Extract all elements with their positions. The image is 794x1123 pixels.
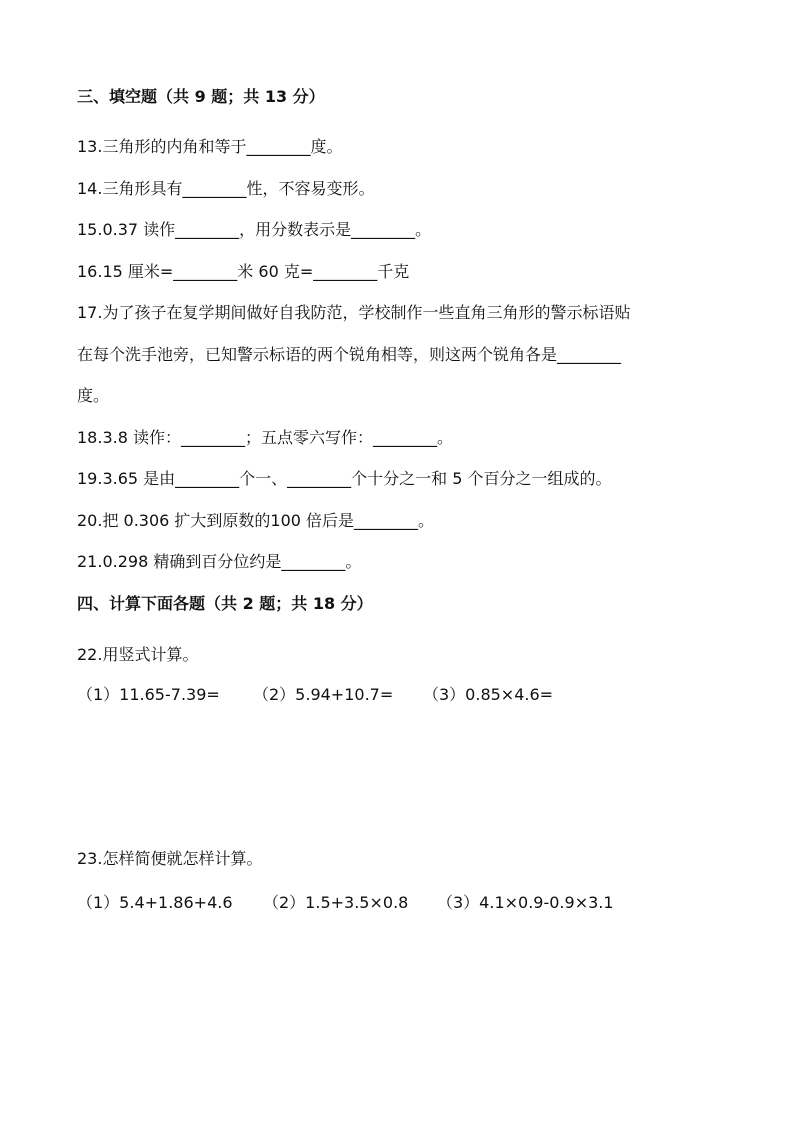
question-22-items — [77, 685, 717, 705]
question-16: 16.15 厘米=________米 60 克=________千克 — [77, 262, 410, 281]
question-19: 19.3.65 是由________个一、________个十分之一和 5 个百分之一组成的。 — [77, 469, 612, 488]
question-23-items — [77, 893, 717, 913]
question-23-item-1: （1）5.4+1.86+4.6 — [77, 893, 233, 912]
question-22-item-2: （2）5.94+10.7= — [253, 685, 394, 704]
section-4-heading: 四、计算下面各题（共 2 题；共 18 分） — [77, 594, 373, 613]
question-20: 20.把 0.306 扩大到原数的100 倍后是________。 — [77, 511, 435, 530]
question-17-line-1: 17.为了孩子在复学期间做好自我防范，学校制作一些直角三角形的警示标语贴 — [77, 303, 631, 322]
question-22-item-1: （1）11.65-7.39= — [77, 685, 220, 704]
question-22-item-3: （3）0.85×4.6= — [423, 685, 554, 704]
question-22-title: 22.用竖式计算。 — [77, 645, 199, 664]
question-15: 15.0.37 读作________，用分数表示是________。 — [77, 220, 432, 239]
question-17-line-2: 在每个洗手池旁，已知警示标语的两个锐角相等，则这两个锐角各是________ — [77, 345, 622, 364]
question-23-item-2: （2）1.5+3.5×0.8 — [263, 893, 409, 912]
question-23-title: 23.怎样简便就怎样计算。 — [77, 849, 263, 868]
question-23-item-3: （3）4.1×0.9-0.9×3.1 — [437, 893, 614, 912]
question-18: 18.3.8 读作：________；五点零六写作：________。 — [77, 428, 453, 447]
question-14: 14.三角形具有________性，不容易变形。 — [77, 179, 375, 198]
question-21: 21.0.298 精确到百分位约是________。 — [77, 552, 362, 571]
question-13: 13.三角形的内角和等于________度。 — [77, 137, 343, 156]
section-3-heading: 三、填空题（共 9 题；共 13 分） — [77, 87, 325, 106]
question-17-line-3: 度。 — [77, 386, 110, 405]
